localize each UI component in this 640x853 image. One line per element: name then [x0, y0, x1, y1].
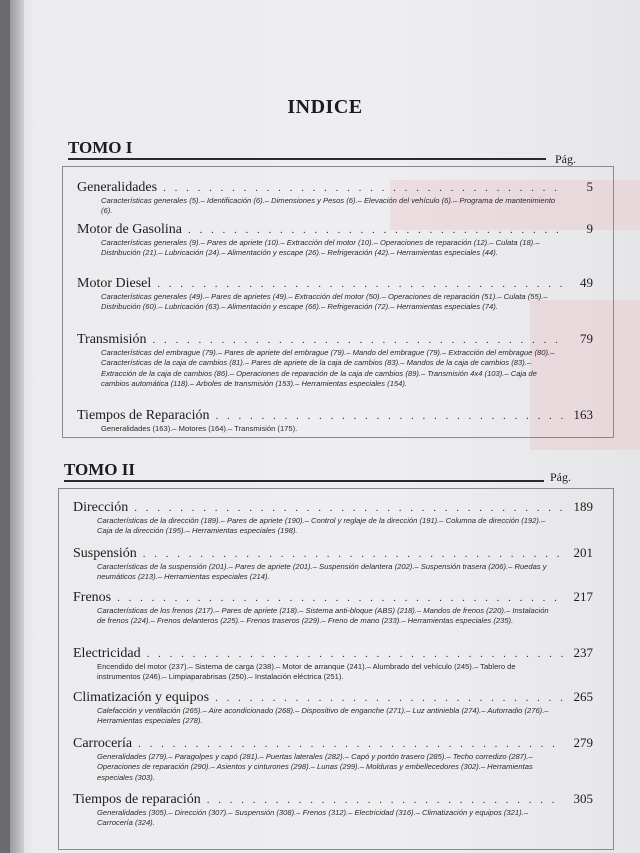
- tomo-1-box: [62, 166, 614, 438]
- section-description: Características generales (5).– Identificación (6).– Dimensiones y Pesos (6).– Elevación del vehículo (6).– Programa de mantenimiento (6).: [101, 196, 556, 216]
- section-page: 201: [573, 545, 593, 560]
- section-page: 79: [580, 331, 593, 346]
- section-transmision[interactable]: [63, 331, 613, 390]
- section-title: Carrocería: [73, 736, 133, 751]
- section-description: Características de los frenos (217).– Pares de apriete (218).– Sistema anti-bloque (ABS) (218).– Mandos de frenos (220).– Instalación de frenos (224).– Frenos delanteros (225).– Frenos traseros (229).– Freno de mano (233).– Herramientas especiales (235).: [97, 606, 549, 626]
- section-page: 305: [573, 791, 593, 806]
- section-frenos[interactable]: [59, 589, 613, 627]
- section-title: Motor Diesel: [77, 276, 152, 291]
- section-description: Características del embrague (79).– Pares de apriete del embrague (79).– Mando del embrague (79).– Extracción del embrague (80).– Características de la caja de cambios (81).– Pares de apriete de la caja de cambios (83).– Mandos de la caja de cambios (83).– Extracción de la caja de cambios (86).– Operaciones de reparación de la caja de cambios (89).– Transmisión 4x4 (103).– Caja de cambios automática (118).– Arboles de transmisión (153).– Herramientas especiales (154).: [101, 348, 555, 389]
- section-title: Electricidad: [73, 646, 141, 661]
- section-page: 163: [573, 407, 593, 422]
- leader-dots: [138, 738, 563, 750]
- section-tiempos-reparacion-2[interactable]: [59, 791, 613, 829]
- leader-dots: [207, 794, 563, 806]
- section-title: Transmisión: [77, 332, 147, 347]
- section-direccion[interactable]: [59, 499, 613, 537]
- section-page: 49: [580, 275, 593, 290]
- leader-dots: [188, 224, 563, 236]
- section-description: Calefacción y ventilación (265).– Aire acondicionado (268).– Dispositivo de enganche (271).– Luz antiniebla (274).– Autorradio (276).– Herramientas especiales (278).: [97, 706, 549, 726]
- tomo-2-rule: [64, 480, 544, 482]
- section-page: 5: [586, 179, 593, 194]
- leader-dots: [143, 548, 563, 560]
- section-generalidades[interactable]: [63, 179, 613, 217]
- tomo-2-label: TOMO II: [64, 460, 136, 479]
- section-description: Generalidades (305).– Dirección (307).– Suspensión (308).– Frenos (312).– Electricidad (316).– Climatización y equipos (321).– Carrocería (324).: [97, 808, 528, 828]
- section-carroceria[interactable]: [59, 735, 613, 783]
- leader-dots: [215, 692, 563, 704]
- tomo-1-heading: [68, 138, 594, 158]
- section-page: 237: [573, 645, 593, 660]
- leader-dots: [153, 334, 563, 346]
- section-page: 9: [586, 221, 593, 236]
- section-page: 189: [573, 499, 593, 514]
- section-description: Características generales (9).– Pares de apriete (10).– Extracción del motor (10).– Operaciones de reparación (12).– Culata (18).– Distribución (21).– Lubricación (24).– Alimentación y escape (26).– Refrigeración (42).– Herramientas especiales (44).: [101, 238, 540, 258]
- tomo-2-box: [58, 488, 614, 850]
- section-title: Motor de Gasolina: [77, 222, 182, 237]
- section-title: Tiempos de reparación: [73, 792, 201, 807]
- leader-dots: [163, 182, 563, 194]
- section-suspension[interactable]: [59, 545, 613, 583]
- tomo-2-heading: [64, 460, 590, 480]
- book-page: [10, 0, 640, 853]
- tomo-1-label: TOMO I: [68, 138, 133, 157]
- section-title: Frenos: [73, 590, 112, 605]
- leader-dots: [117, 592, 563, 604]
- section-description: Características de la dirección (189).– Pares de apriete (190).– Control y reglaje de la dirección (191).– Columna de dirección (192).– Caja de la dirección (195).– Herramientas especiales (198).: [97, 516, 546, 536]
- leader-dots: [134, 502, 563, 514]
- leader-dots: [157, 278, 563, 290]
- tomo-1-pag-label: Pág.: [555, 152, 576, 166]
- section-title: Tiempos de Reparación: [77, 408, 210, 423]
- section-title: Climatización y equipos: [73, 690, 210, 705]
- section-title: Suspensión: [73, 546, 137, 561]
- section-description: Generalidades (163).– Motores (164).– Transmisión (175).: [101, 424, 298, 433]
- tomo-2-pag-label: Pág.: [550, 470, 571, 484]
- section-title: Generalidades: [77, 180, 158, 195]
- section-description: Generalidades (279).– Paragolpes y capó (281).– Puertas laterales (282).– Capó y portón trasero (285).– Techo corredizo (287).– Operaciones de reparación (290).– Asientos y cinturones (298).– Lunas (299).– Molduras y embellecedores (302).– Herramientas especiales (303).: [97, 752, 533, 782]
- leader-dots: [147, 648, 563, 660]
- section-description: Encendido del motor (237).– Sistema de carga (238).– Motor de arranque (241).– Alumbrado del vehículo (245).– Tablero de instrumentos (246).– Limpiaparabrisas (250).– Instalación eléctrica (251).: [97, 662, 516, 682]
- index-title: INDICE: [287, 96, 363, 118]
- section-description: Características de la suspensión (201).– Pares de apriete (201).– Suspensión delantera (202).– Suspensión trasera (206).– Ruedas y neumáticos (213).– Herramientas especiales (214).: [97, 562, 547, 582]
- section-motor-diesel[interactable]: [63, 275, 613, 313]
- leader-dots: [215, 410, 563, 422]
- section-electricidad[interactable]: [59, 645, 613, 683]
- tomo-1-rule: [68, 158, 546, 160]
- section-climatizacion[interactable]: [59, 689, 613, 727]
- section-page: 279: [573, 735, 593, 750]
- section-page: 265: [573, 689, 593, 704]
- section-tiempos-reparacion-1[interactable]: [63, 407, 613, 434]
- section-title: Dirección: [73, 500, 129, 515]
- section-description: Características generales (49).– Pares de aprietes (49).– Extracción del motor (50).– Operaciones de reparación (51).– Culata (55).– Distribución (60).– Lubricación (63).– Alimentación y escape (66).– Refrigeración (72).– Herramientas especiales (74).: [101, 292, 548, 312]
- book-spine: [10, 0, 24, 853]
- section-motor-gasolina[interactable]: [63, 221, 613, 259]
- section-page: 217: [573, 589, 593, 604]
